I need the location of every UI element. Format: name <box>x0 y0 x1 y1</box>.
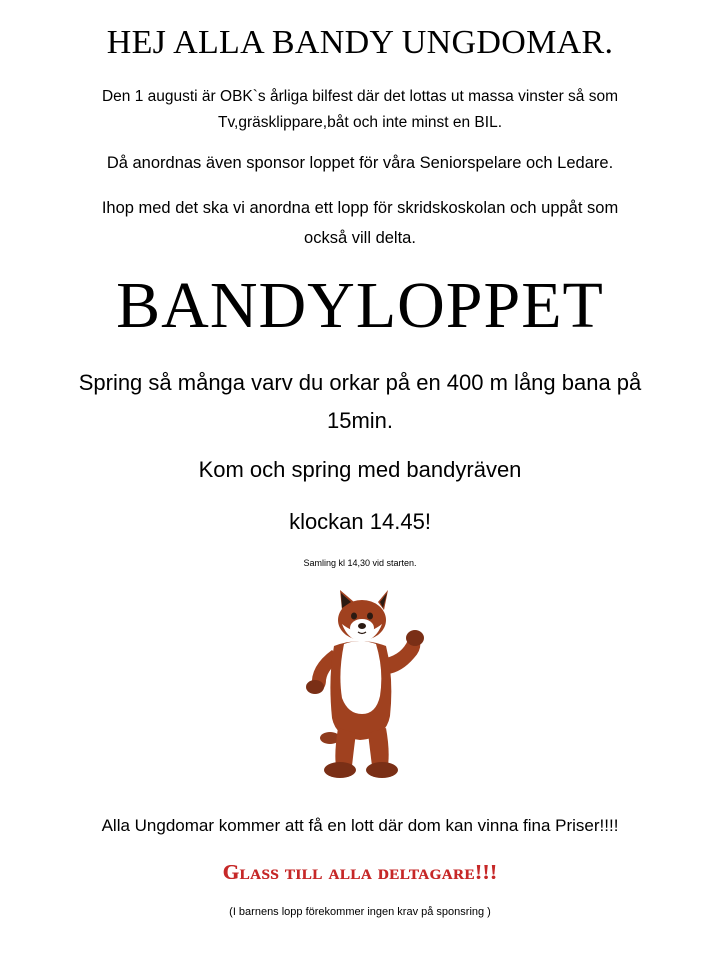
run-line-2: 15min. <box>326 408 394 433</box>
page-heading: HEJ ALLA BANDY UNGDOMAR. <box>106 24 614 61</box>
intro-line-3: Då anordnas även sponsor loppet för våra Seniorspelare och Ledare. <box>106 154 614 172</box>
icecream-banner: Glass till alla deltagare!!! <box>222 860 498 884</box>
intro-line-1: Den 1 augusti är OBK`s årliga bilfest där det lottas ut massa vinster så som <box>101 88 619 105</box>
run-time: klockan 14.45! <box>289 509 431 534</box>
sponsorship-note: (I barnens lopp förekommer ingen krav på sponsring ) <box>229 906 491 918</box>
intro-line-2: Tv,gräsklippare,båt och inte minst en BIL. <box>217 114 503 131</box>
gathering-note: Samling kl 14,30 vid starten. <box>303 558 417 568</box>
run-line-3: Kom och spring med bandyräven <box>198 457 522 482</box>
fox-mascot-icon <box>290 588 430 788</box>
run-line-1: Spring så många varv du orkar på en 400 m lång bana på <box>78 370 642 395</box>
intro-line-5: också vill delta. <box>304 229 416 247</box>
intro-line-4: Ihop med det ska vi anordna ett lopp för skridskoskolan och uppåt som <box>101 199 619 217</box>
event-title: BANDYLOPPET <box>116 269 604 342</box>
prizes-text: Alla Ungdomar kommer att få en lott där dom kan vinna fina Priser!!!! <box>101 816 619 835</box>
